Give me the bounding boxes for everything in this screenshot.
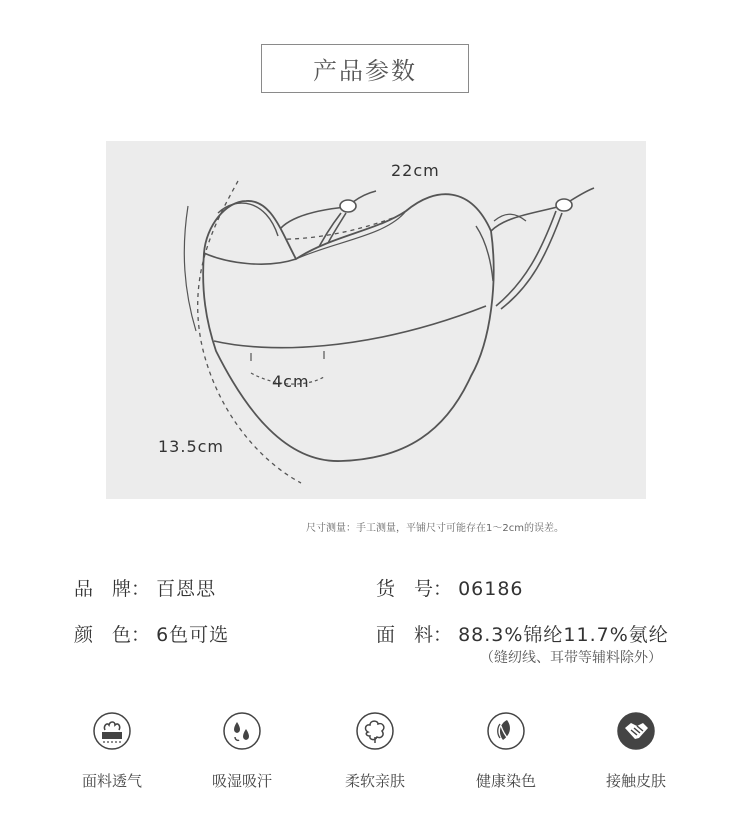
section-title: 产品参数 xyxy=(261,44,469,93)
feature-healthy-dye xyxy=(446,712,566,791)
spec-brand xyxy=(74,574,216,601)
spec-material-label: 面 料： xyxy=(376,624,453,646)
feature-label: 面料透气 xyxy=(81,772,142,790)
spec-item-no-value: 06186 xyxy=(458,578,524,600)
healthy-dye-leaf-icon xyxy=(487,712,525,750)
spec-brand-label: 品 牌： xyxy=(74,578,151,600)
feature-moisture xyxy=(182,712,302,791)
spec-item-no-label: 货 号： xyxy=(376,578,453,600)
mask-size-diagram xyxy=(106,141,646,499)
spec-material-value: 88.3%锦纶11.7%氨纶 xyxy=(458,624,669,646)
width-dimension-label: 22cm xyxy=(391,161,440,180)
feature-label: 健康染色 xyxy=(475,772,536,790)
height-dimension-label: 13.5cm xyxy=(158,437,225,456)
spec-color-value: 6色可选 xyxy=(156,624,230,646)
spec-brand-value: 百恩思 xyxy=(156,578,217,600)
feature-breathable xyxy=(52,712,172,791)
feature-label: 接触皮肤 xyxy=(605,772,666,790)
measurement-note: 尺寸测量：手工测量，平铺尺寸可能存在1～2cm的误差。 xyxy=(306,523,564,534)
feature-soft xyxy=(315,712,435,791)
skin-contact-handshake-icon xyxy=(617,712,655,750)
spec-material xyxy=(376,620,669,647)
spec-color-label: 颜 色： xyxy=(74,624,151,646)
feature-label: 柔软亲肤 xyxy=(344,772,405,790)
spec-color xyxy=(74,620,229,647)
band-dimension-label: 4cm xyxy=(272,372,310,391)
cotton-soft-icon xyxy=(356,712,394,750)
moisture-absorb-icon xyxy=(223,712,261,750)
feature-label: 吸湿吸汗 xyxy=(211,772,272,790)
spec-item-no xyxy=(376,574,524,601)
breathable-fabric-icon xyxy=(93,712,131,750)
spec-material-note: （缝纫线、耳带等辅料除外） xyxy=(480,650,662,666)
feature-skin-contact xyxy=(576,712,696,791)
